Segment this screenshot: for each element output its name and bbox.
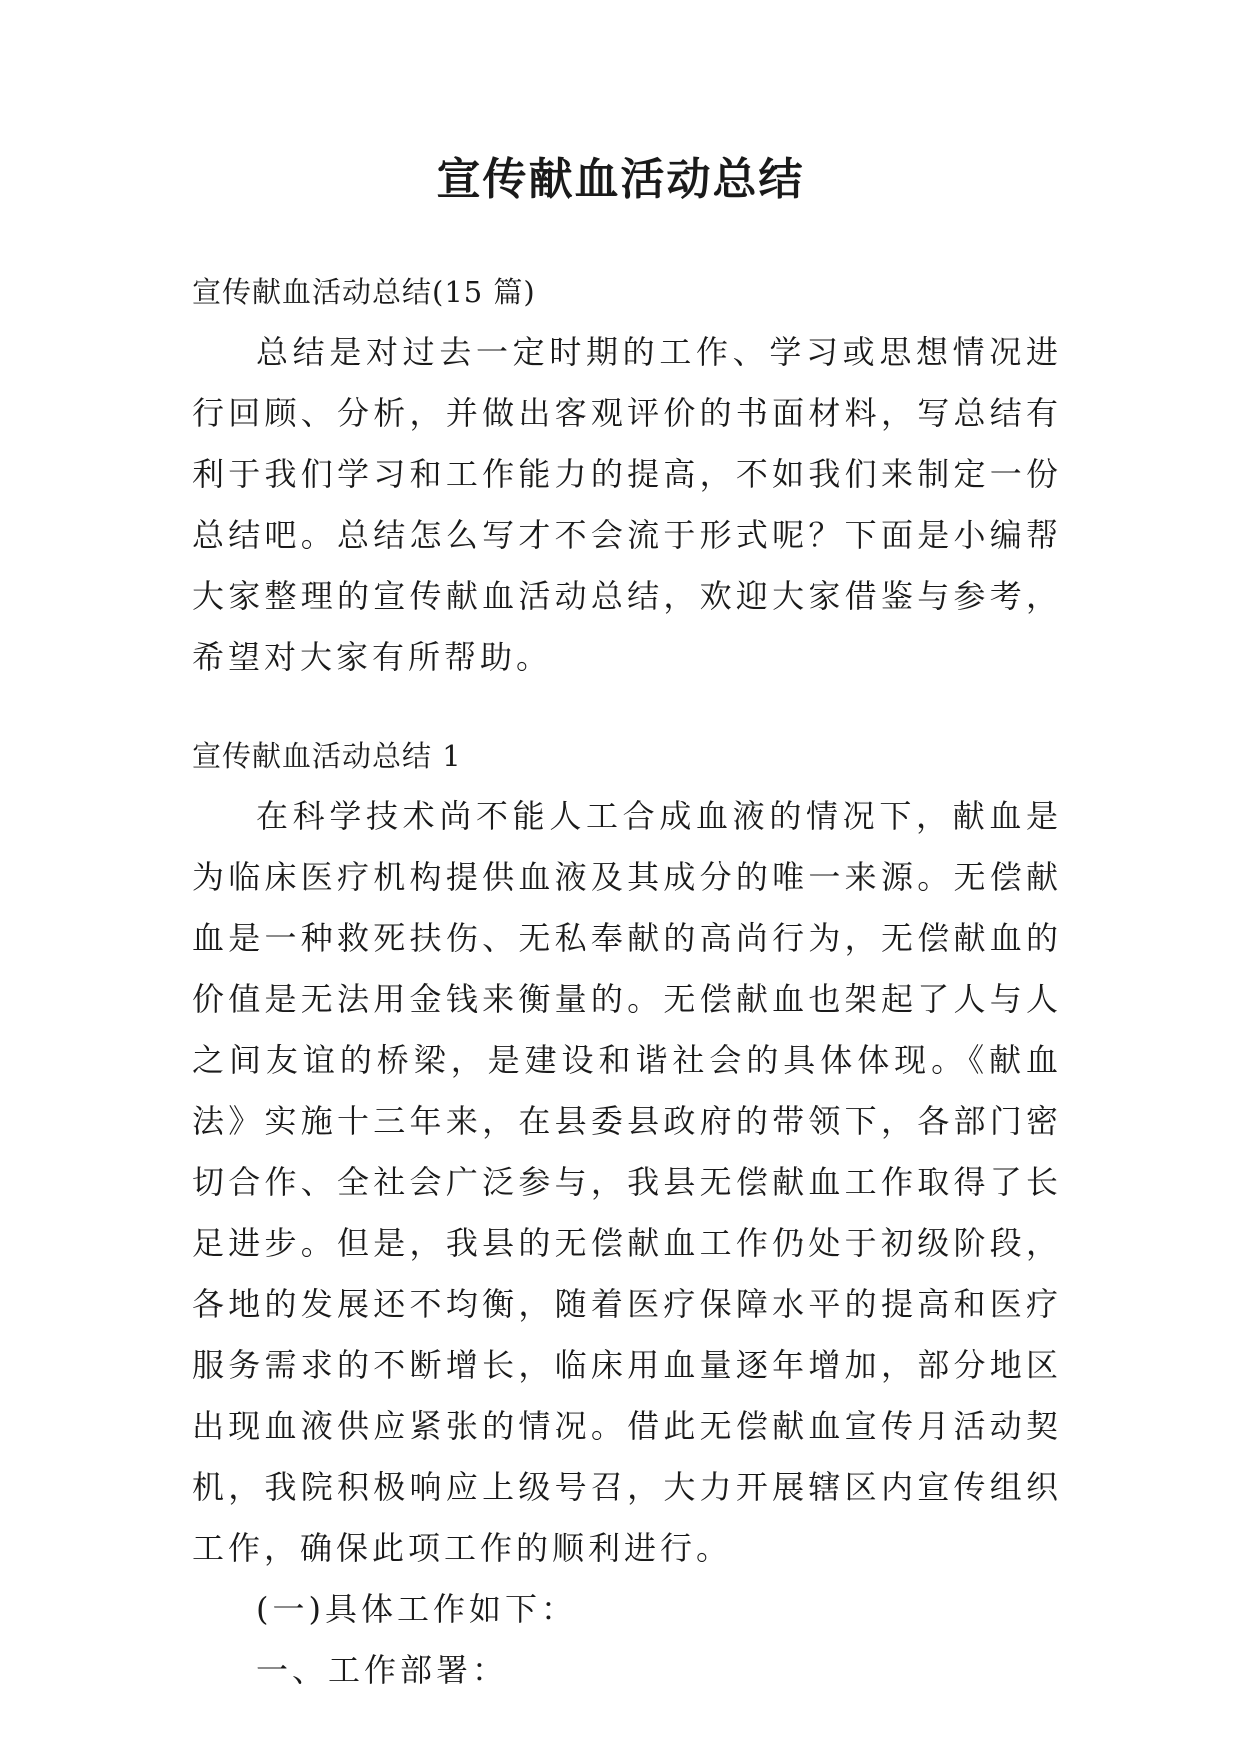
section-spacer (192, 688, 1062, 726)
section1-paragraph: 在科学技术尚不能人工合成血液的情况下，献血是为临床医疗机构提供血液及其成分的唯一来源。无偿献血是一种救死扶伤、无私奉献的高尚行为，无偿献血的价值是无法用金钱来衡量的。无偿献血也架起了人与人之间友谊的桥梁，是建设和谐社会的具体体现。《献血法》实施十三年来，在县委县政府的带领下，各部门密切合作、全社会广泛参与，我县无偿献血工作取得了长足进步。但是，我县的无偿献血工作仍处于初级阶段，各地的发展还不均衡，随着医疗保障水平的提高和医疗服务需求的不断增长，临床用血量逐年增加，部分地区出现血液供应紧张的情况。借此无偿献血宣传月活动契机，我院积极响应上级号召，大力开展辖区内宣传组织工作，确保此项工作的顺利进行。 (192, 797, 1062, 1567)
work-details-subheading: (一)具体工作如下： (256, 1590, 577, 1628)
intro-heading: 宣传献血活动总结(15 篇) (192, 275, 536, 309)
section1-heading: 宣传献血活动总结 1 (192, 739, 462, 773)
document-title: 宣传献血活动总结 (436, 154, 805, 205)
work-deployment-subheading: 一、工作部署： (256, 1651, 509, 1689)
document-body (192, 262, 1062, 1701)
intro-paragraph: 总结是对过去一定时期的工作、学习或思想情况进行回顾、分析，并做出客观评价的书面材料，写总结有利于我们学习和工作能力的提高，不如我们来制定一份总结吧。总结怎么写才不会流于形式呢？下面是小编帮大家整理的宣传献血活动总结，欢迎大家借鉴与参考，希望对大家有所帮助。 (192, 333, 1062, 676)
